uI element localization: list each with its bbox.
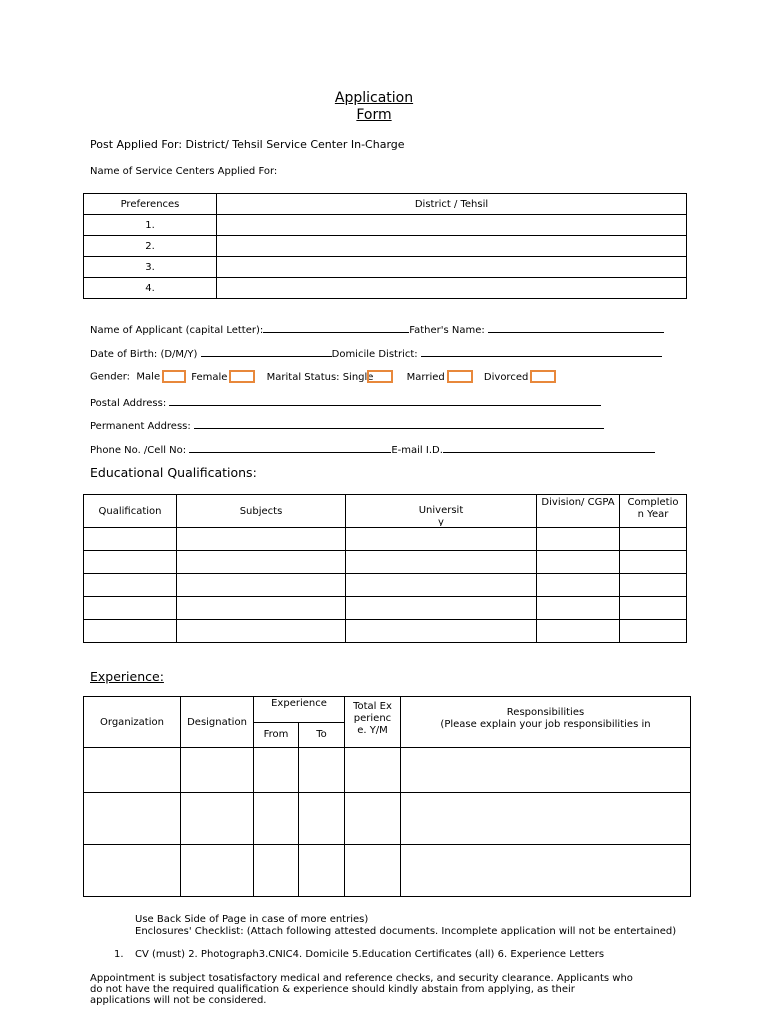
- documents-list: CV (must) 2. Photograph3.CNIC4. Domicile 5.Education Certificates (all) 6. Experience Letters: [135, 949, 605, 960]
- experience-header: Experience: [254, 697, 345, 723]
- education-cell[interactable]: [346, 551, 537, 574]
- phone-email-row: Phone No. /Cell No: E-mail I.D.: [90, 443, 655, 456]
- back-side-note: Use Back Side of Page in case of more entries): [135, 914, 369, 925]
- appointment-note: Appointment is subject tosatisfactory medical and reference checks, and security clearance. Applicants who do not have the required qualification & experience should kindly abstain from applying, as their applications will not be considered.: [90, 973, 633, 1006]
- education-cell[interactable]: [620, 597, 687, 620]
- postal-address-field[interactable]: [169, 396, 601, 406]
- from-header: From: [254, 722, 299, 748]
- designation-header: Designation: [181, 697, 254, 748]
- permanent-address-row: Permanent Address:: [90, 419, 604, 432]
- education-cell[interactable]: [84, 597, 177, 620]
- preference-input[interactable]: [217, 215, 687, 236]
- education-cell[interactable]: [537, 597, 620, 620]
- education-table: [83, 494, 687, 643]
- experience-cell[interactable]: [345, 748, 401, 793]
- experience-cell[interactable]: [181, 845, 254, 897]
- experience-cell[interactable]: [181, 748, 254, 793]
- single-checkbox[interactable]: [367, 370, 393, 383]
- to-header: To: [299, 722, 345, 748]
- preference-input[interactable]: [217, 278, 687, 299]
- responsibilities-header: Responsibilities (Please explain your job responsibilities in: [401, 697, 691, 748]
- qualification-header: Qualification: [84, 495, 177, 528]
- education-cell[interactable]: [84, 551, 177, 574]
- education-cell[interactable]: [177, 528, 346, 551]
- experience-cell[interactable]: [299, 748, 345, 793]
- male-checkbox[interactable]: [162, 370, 186, 383]
- subjects-header: Subjects: [177, 495, 346, 528]
- total-experience-header: Total Experience. Y/M: [345, 697, 401, 748]
- education-cell[interactable]: [177, 574, 346, 597]
- education-cell[interactable]: [620, 574, 687, 597]
- education-cell[interactable]: [177, 551, 346, 574]
- education-cell[interactable]: [346, 620, 537, 643]
- experience-cell[interactable]: [254, 793, 299, 845]
- preference-number: 4.: [84, 278, 217, 299]
- experience-cell[interactable]: [401, 845, 691, 897]
- experience-cell[interactable]: [345, 845, 401, 897]
- enclosures-note: Enclosures' Checklist: (Attach following attested documents. Incomplete application will not be entertained): [135, 926, 677, 937]
- education-cell[interactable]: [537, 620, 620, 643]
- postal-address-row: Postal Address:: [90, 396, 601, 409]
- education-cell[interactable]: [620, 620, 687, 643]
- experience-cell[interactable]: [345, 793, 401, 845]
- dob-row: Date of Birth: (D/M/Y) Domicile District:: [90, 347, 662, 360]
- division-header: Division/ CGPA: [537, 495, 620, 528]
- dob-field[interactable]: [201, 347, 332, 357]
- education-cell[interactable]: [620, 528, 687, 551]
- education-cell[interactable]: [84, 620, 177, 643]
- preferences-header: Preferences: [84, 194, 217, 215]
- experience-cell[interactable]: [84, 748, 181, 793]
- experience-cell[interactable]: [254, 748, 299, 793]
- applicant-name-row: Name of Applicant (capital Letter): Father's Name:: [90, 323, 664, 336]
- experience-cell[interactable]: [401, 748, 691, 793]
- education-cell[interactable]: [84, 528, 177, 551]
- experience-cell[interactable]: [299, 793, 345, 845]
- education-cell[interactable]: [537, 551, 620, 574]
- organization-header: Organization: [84, 697, 181, 748]
- gender-marital-row: Gender: Male Female Marital Status: Single Married Divorced: [90, 370, 556, 383]
- experience-cell[interactable]: [254, 845, 299, 897]
- permanent-address-field[interactable]: [194, 419, 604, 429]
- applicant-name-field[interactable]: [263, 323, 409, 333]
- education-cell[interactable]: [346, 597, 537, 620]
- education-cell[interactable]: [84, 574, 177, 597]
- married-checkbox[interactable]: [447, 370, 473, 383]
- experience-cell[interactable]: [84, 845, 181, 897]
- preference-number: 1.: [84, 215, 217, 236]
- education-cell[interactable]: [537, 528, 620, 551]
- education-cell[interactable]: [346, 574, 537, 597]
- preferences-table: [83, 193, 687, 299]
- experience-cell[interactable]: [84, 793, 181, 845]
- education-cell[interactable]: [620, 551, 687, 574]
- experience-cell[interactable]: [181, 793, 254, 845]
- form-title: Application Form: [334, 90, 414, 123]
- education-heading: Educational Qualifications:: [90, 465, 257, 480]
- phone-field[interactable]: [189, 443, 391, 453]
- district-tehsil-header: District / Tehsil: [217, 194, 687, 215]
- list-number: 1.: [114, 949, 124, 960]
- experience-cell[interactable]: [401, 793, 691, 845]
- education-cell[interactable]: [346, 528, 537, 551]
- preference-input[interactable]: [217, 236, 687, 257]
- service-centers-label: Name of Service Centers Applied For:: [90, 166, 278, 177]
- email-field[interactable]: [443, 443, 655, 453]
- education-cell[interactable]: [177, 620, 346, 643]
- preference-number: 2.: [84, 236, 217, 257]
- female-checkbox[interactable]: [229, 370, 255, 383]
- experience-heading: Experience:: [90, 669, 164, 684]
- post-applied-text: Post Applied For: District/ Tehsil Service Center In-Charge: [90, 138, 405, 151]
- education-cell[interactable]: [177, 597, 346, 620]
- experience-table: [83, 696, 691, 897]
- domicile-field[interactable]: [421, 347, 662, 357]
- preference-number: 3.: [84, 257, 217, 278]
- preference-input[interactable]: [217, 257, 687, 278]
- education-cell[interactable]: [537, 574, 620, 597]
- experience-cell[interactable]: [299, 845, 345, 897]
- divorced-checkbox[interactable]: [530, 370, 556, 383]
- father-name-field[interactable]: [488, 323, 664, 333]
- completion-header: Completion Year: [620, 495, 687, 528]
- university-header: University: [346, 495, 537, 528]
